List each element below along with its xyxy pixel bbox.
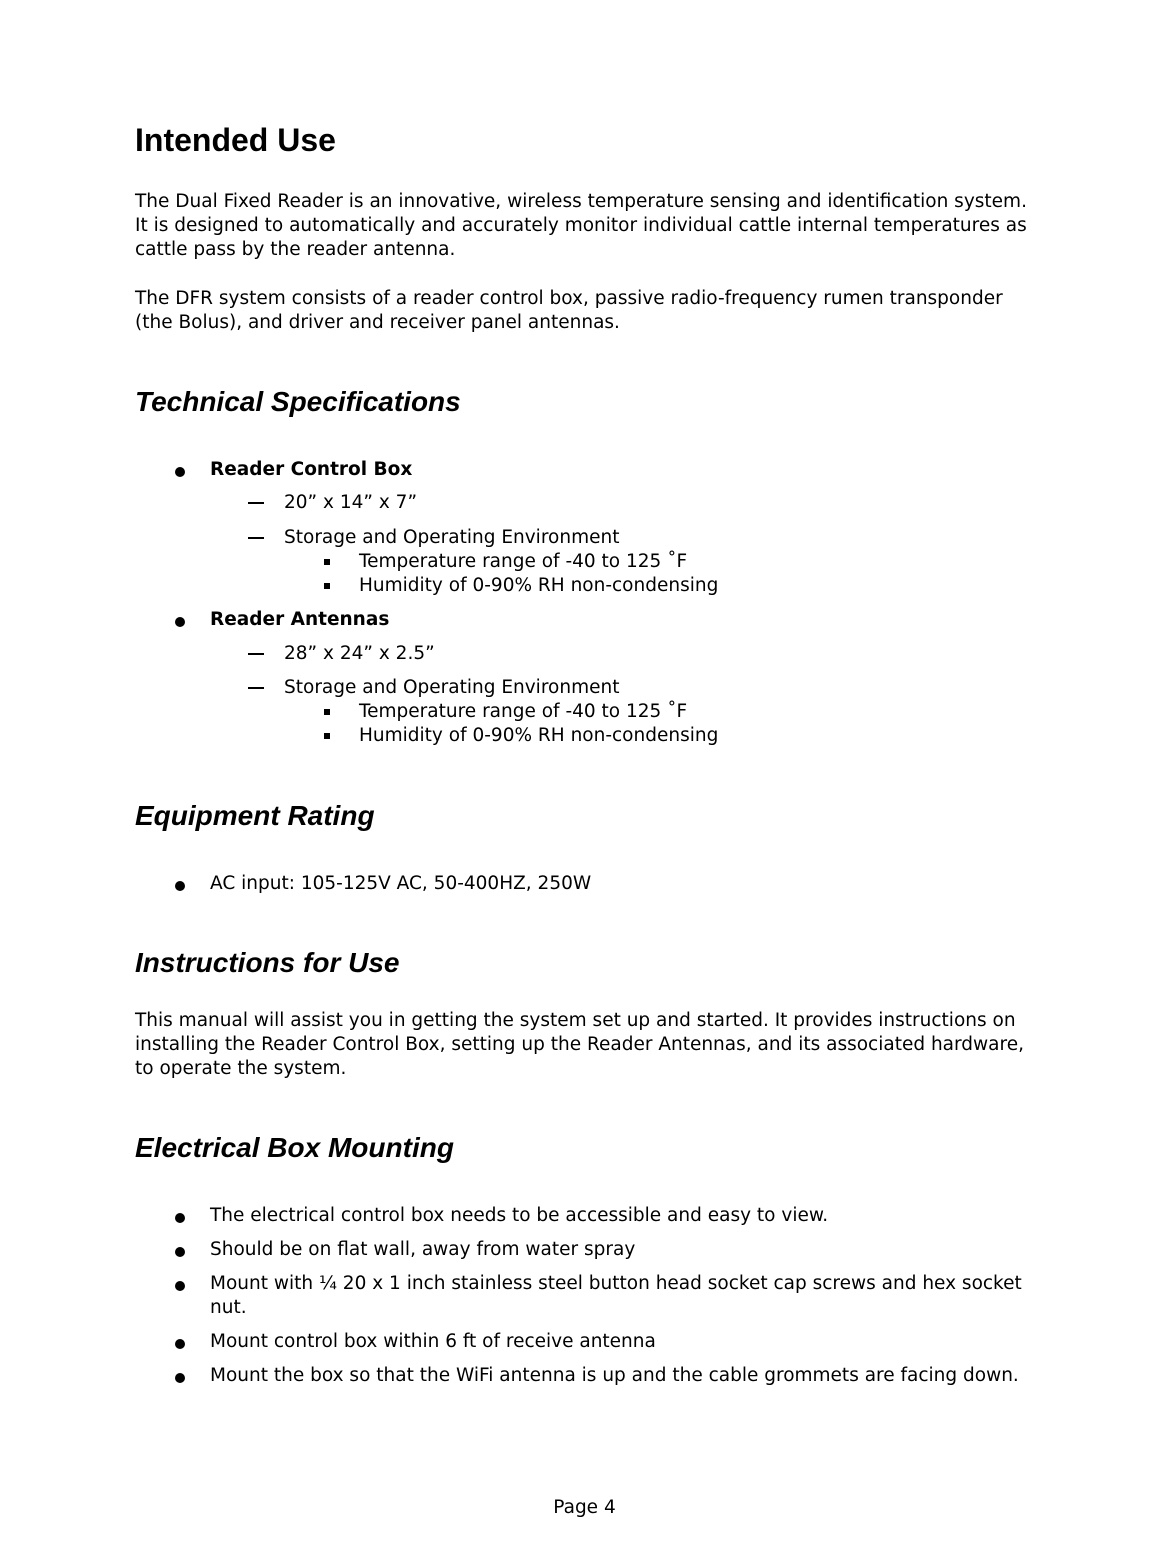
bullet-icon: [175, 881, 185, 891]
dash-icon: [248, 502, 264, 504]
bullet-icon: [175, 1339, 185, 1349]
intended-use-paragraph-2: The DFR system consists of a reader control box, passive radio-frequency rumen transponder (the Bolus), and driver and receiver panel antennas.: [135, 288, 1003, 333]
technical-specifications-heading: Technical Specifications: [135, 386, 461, 417]
instructions-paragraph: This manual will assist you in getting the system set up and started. It provides instructions on installing the Reader Control Box, setting up the Reader Antennas, and its associated hardware, to operate the system.: [135, 1010, 1024, 1079]
intended-use-paragraph-1: The Dual Fixed Reader is an innovative, wireless temperature sensing and identification system. It is designed to automatically and accurately monitor individual cattle internal temperatures as cattle pass by the reader antenna.: [135, 191, 1027, 260]
bullet-icon: [175, 617, 185, 627]
equipment-rating-heading: Equipment Rating: [135, 800, 375, 831]
intended-use-heading: Intended Use: [135, 122, 336, 158]
dash-icon: [248, 653, 264, 655]
page-number: Page 4: [553, 1497, 616, 1518]
spec-item-label: Reader Antennas: [210, 609, 390, 630]
dash-icon: [248, 687, 264, 689]
spec-item-label: Reader Control Box: [210, 459, 413, 480]
square-bullet-icon: [324, 583, 330, 589]
square-bullet-icon: [324, 709, 330, 715]
bullet-icon: [175, 1281, 185, 1291]
bullet-icon: [175, 1247, 185, 1257]
square-bullet-icon: [324, 733, 330, 739]
bullet-icon: [175, 467, 185, 477]
dash-icon: [248, 537, 264, 539]
bullet-icon: [175, 1373, 185, 1383]
box-mounting-heading: Electrical Box Mounting: [135, 1132, 454, 1163]
instructions-heading: Instructions for Use: [135, 947, 400, 978]
square-bullet-icon: [324, 559, 330, 565]
bullet-icon: [175, 1213, 185, 1223]
